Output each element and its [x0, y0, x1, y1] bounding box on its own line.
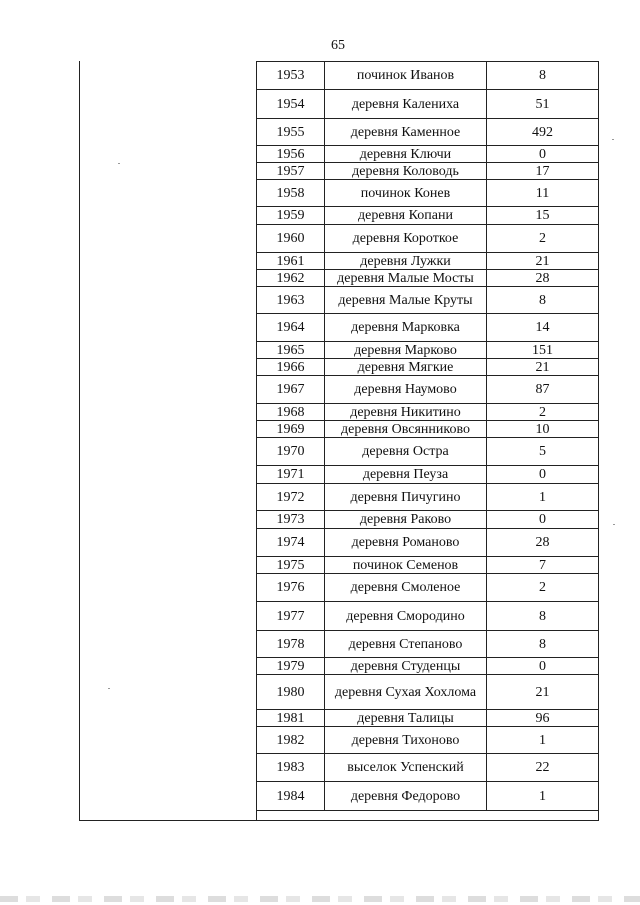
- settlement-name: деревня Степаново: [325, 631, 487, 658]
- row-number: 1965: [257, 342, 325, 359]
- table-row: [257, 438, 599, 466]
- scan-speck: [613, 524, 615, 525]
- row-number: 1959: [257, 207, 325, 225]
- scan-edge-noise: [0, 896, 640, 902]
- row-value: 21: [487, 675, 599, 710]
- table-row: [257, 782, 599, 811]
- row-value: 8: [487, 602, 599, 631]
- settlement-name: деревня Смородино: [325, 602, 487, 631]
- settlement-name: деревня Никитино: [325, 404, 487, 421]
- row-value: 51: [487, 90, 599, 119]
- row-number: 1976: [257, 574, 325, 602]
- row-value: 0: [487, 466, 599, 484]
- row-value: 28: [487, 529, 599, 557]
- settlement-name: деревня Романово: [325, 529, 487, 557]
- table-row: [257, 253, 599, 270]
- row-value: 151: [487, 342, 599, 359]
- table-row: [257, 727, 599, 754]
- row-value: 11: [487, 180, 599, 207]
- settlement-name: деревня Тихоново: [325, 727, 487, 754]
- table-row: [257, 658, 599, 675]
- row-value: 1: [487, 484, 599, 511]
- settlement-name: выселок Успенский: [325, 754, 487, 782]
- settlement-name: деревня Каменное: [325, 119, 487, 146]
- row-value: 10: [487, 421, 599, 438]
- settlement-name: деревня Малые Круты: [325, 287, 487, 314]
- settlement-name: деревня Остра: [325, 438, 487, 466]
- row-number: 1974: [257, 529, 325, 557]
- row-number: 1961: [257, 253, 325, 270]
- table-row: [257, 631, 599, 658]
- row-value: 2: [487, 574, 599, 602]
- row-value: 21: [487, 253, 599, 270]
- table-row: [257, 225, 599, 253]
- row-number: 1979: [257, 658, 325, 675]
- row-value: 7: [487, 557, 599, 574]
- row-value: 21: [487, 359, 599, 376]
- row-number: 1963: [257, 287, 325, 314]
- row-value: 1: [487, 727, 599, 754]
- row-value: 8: [487, 62, 599, 90]
- row-number: 1973: [257, 511, 325, 529]
- row-number: 1982: [257, 727, 325, 754]
- settlement-name: деревня Ключи: [325, 146, 487, 163]
- table-row: [257, 287, 599, 314]
- row-number: 1968: [257, 404, 325, 421]
- table-row: [257, 342, 599, 359]
- table-row: [257, 710, 599, 727]
- settlement-name: деревня Талицы: [325, 710, 487, 727]
- row-value: 2: [487, 225, 599, 253]
- row-number: 1980: [257, 675, 325, 710]
- settlement-name: деревня Студенцы: [325, 658, 487, 675]
- row-value: 5: [487, 438, 599, 466]
- settlement-name: деревня Пеуза: [325, 466, 487, 484]
- row-value: 0: [487, 511, 599, 529]
- settlement-name: деревня Короткое: [325, 225, 487, 253]
- table-row: [257, 146, 599, 163]
- table-row: [257, 675, 599, 710]
- row-number: 1958: [257, 180, 325, 207]
- table-row: [257, 119, 599, 146]
- table-row: [257, 207, 599, 225]
- row-number: 1966: [257, 359, 325, 376]
- row-value: 492: [487, 119, 599, 146]
- settlement-name: деревня Смоленое: [325, 574, 487, 602]
- row-number: 1954: [257, 90, 325, 119]
- scan-speck: [612, 139, 614, 140]
- table-row: [257, 557, 599, 574]
- row-value: 0: [487, 658, 599, 675]
- table-body: [257, 62, 599, 811]
- settlement-name: деревня Копани: [325, 207, 487, 225]
- settlement-name: деревня Лужки: [325, 253, 487, 270]
- row-number: 1983: [257, 754, 325, 782]
- table-row: [257, 376, 599, 404]
- table-row: [257, 180, 599, 207]
- row-value: 28: [487, 270, 599, 287]
- settlement-name: деревня Малые Мосты: [325, 270, 487, 287]
- row-value: 96: [487, 710, 599, 727]
- row-value: 2: [487, 404, 599, 421]
- table-row: [257, 529, 599, 557]
- scan-speck: [108, 688, 110, 689]
- table-row: [257, 163, 599, 180]
- row-number: 1955: [257, 119, 325, 146]
- settlement-name: деревня Федорово: [325, 782, 487, 811]
- page-number: 65: [331, 38, 345, 53]
- row-number: 1978: [257, 631, 325, 658]
- table-row: [257, 484, 599, 511]
- table-row: [257, 466, 599, 484]
- settlement-name: починок Семенов: [325, 557, 487, 574]
- row-number: 1971: [257, 466, 325, 484]
- table-row: [257, 62, 599, 90]
- table-row: [257, 421, 599, 438]
- settlement-name: деревня Овсянниково: [325, 421, 487, 438]
- row-value: 8: [487, 287, 599, 314]
- row-number: 1972: [257, 484, 325, 511]
- row-value: 0: [487, 146, 599, 163]
- row-value: 15: [487, 207, 599, 225]
- row-number: 1957: [257, 163, 325, 180]
- table-row: [257, 511, 599, 529]
- row-number: 1953: [257, 62, 325, 90]
- settlement-table: [256, 61, 599, 811]
- row-value: 87: [487, 376, 599, 404]
- row-value: 17: [487, 163, 599, 180]
- table-row: [257, 359, 599, 376]
- settlement-name: починок Конев: [325, 180, 487, 207]
- table-row: [257, 314, 599, 342]
- table-row: [257, 602, 599, 631]
- table-row: [257, 574, 599, 602]
- row-number: 1969: [257, 421, 325, 438]
- row-number: 1956: [257, 146, 325, 163]
- settlement-name: деревня Марково: [325, 342, 487, 359]
- row-value: 22: [487, 754, 599, 782]
- row-number: 1975: [257, 557, 325, 574]
- row-number: 1981: [257, 710, 325, 727]
- table-row: [257, 404, 599, 421]
- row-number: 1960: [257, 225, 325, 253]
- row-number: 1984: [257, 782, 325, 811]
- settlement-name: деревня Раково: [325, 511, 487, 529]
- row-number: 1970: [257, 438, 325, 466]
- row-value: 14: [487, 314, 599, 342]
- settlement-name: деревня Мягкие: [325, 359, 487, 376]
- row-number: 1977: [257, 602, 325, 631]
- row-number: 1962: [257, 270, 325, 287]
- row-value: 8: [487, 631, 599, 658]
- settlement-name: деревня Калениха: [325, 90, 487, 119]
- settlement-name: деревня Коловодь: [325, 163, 487, 180]
- table-row: [257, 754, 599, 782]
- scan-speck: [118, 163, 120, 164]
- row-value: 1: [487, 782, 599, 811]
- settlement-name: починок Иванов: [325, 62, 487, 90]
- table-row: [257, 270, 599, 287]
- row-number: 1964: [257, 314, 325, 342]
- settlement-name: деревня Пичугино: [325, 484, 487, 511]
- settlement-name: деревня Наумово: [325, 376, 487, 404]
- settlement-name: деревня Марковка: [325, 314, 487, 342]
- row-number: 1967: [257, 376, 325, 404]
- settlement-name: деревня Сухая Хохлома: [325, 675, 487, 710]
- table-row: [257, 90, 599, 119]
